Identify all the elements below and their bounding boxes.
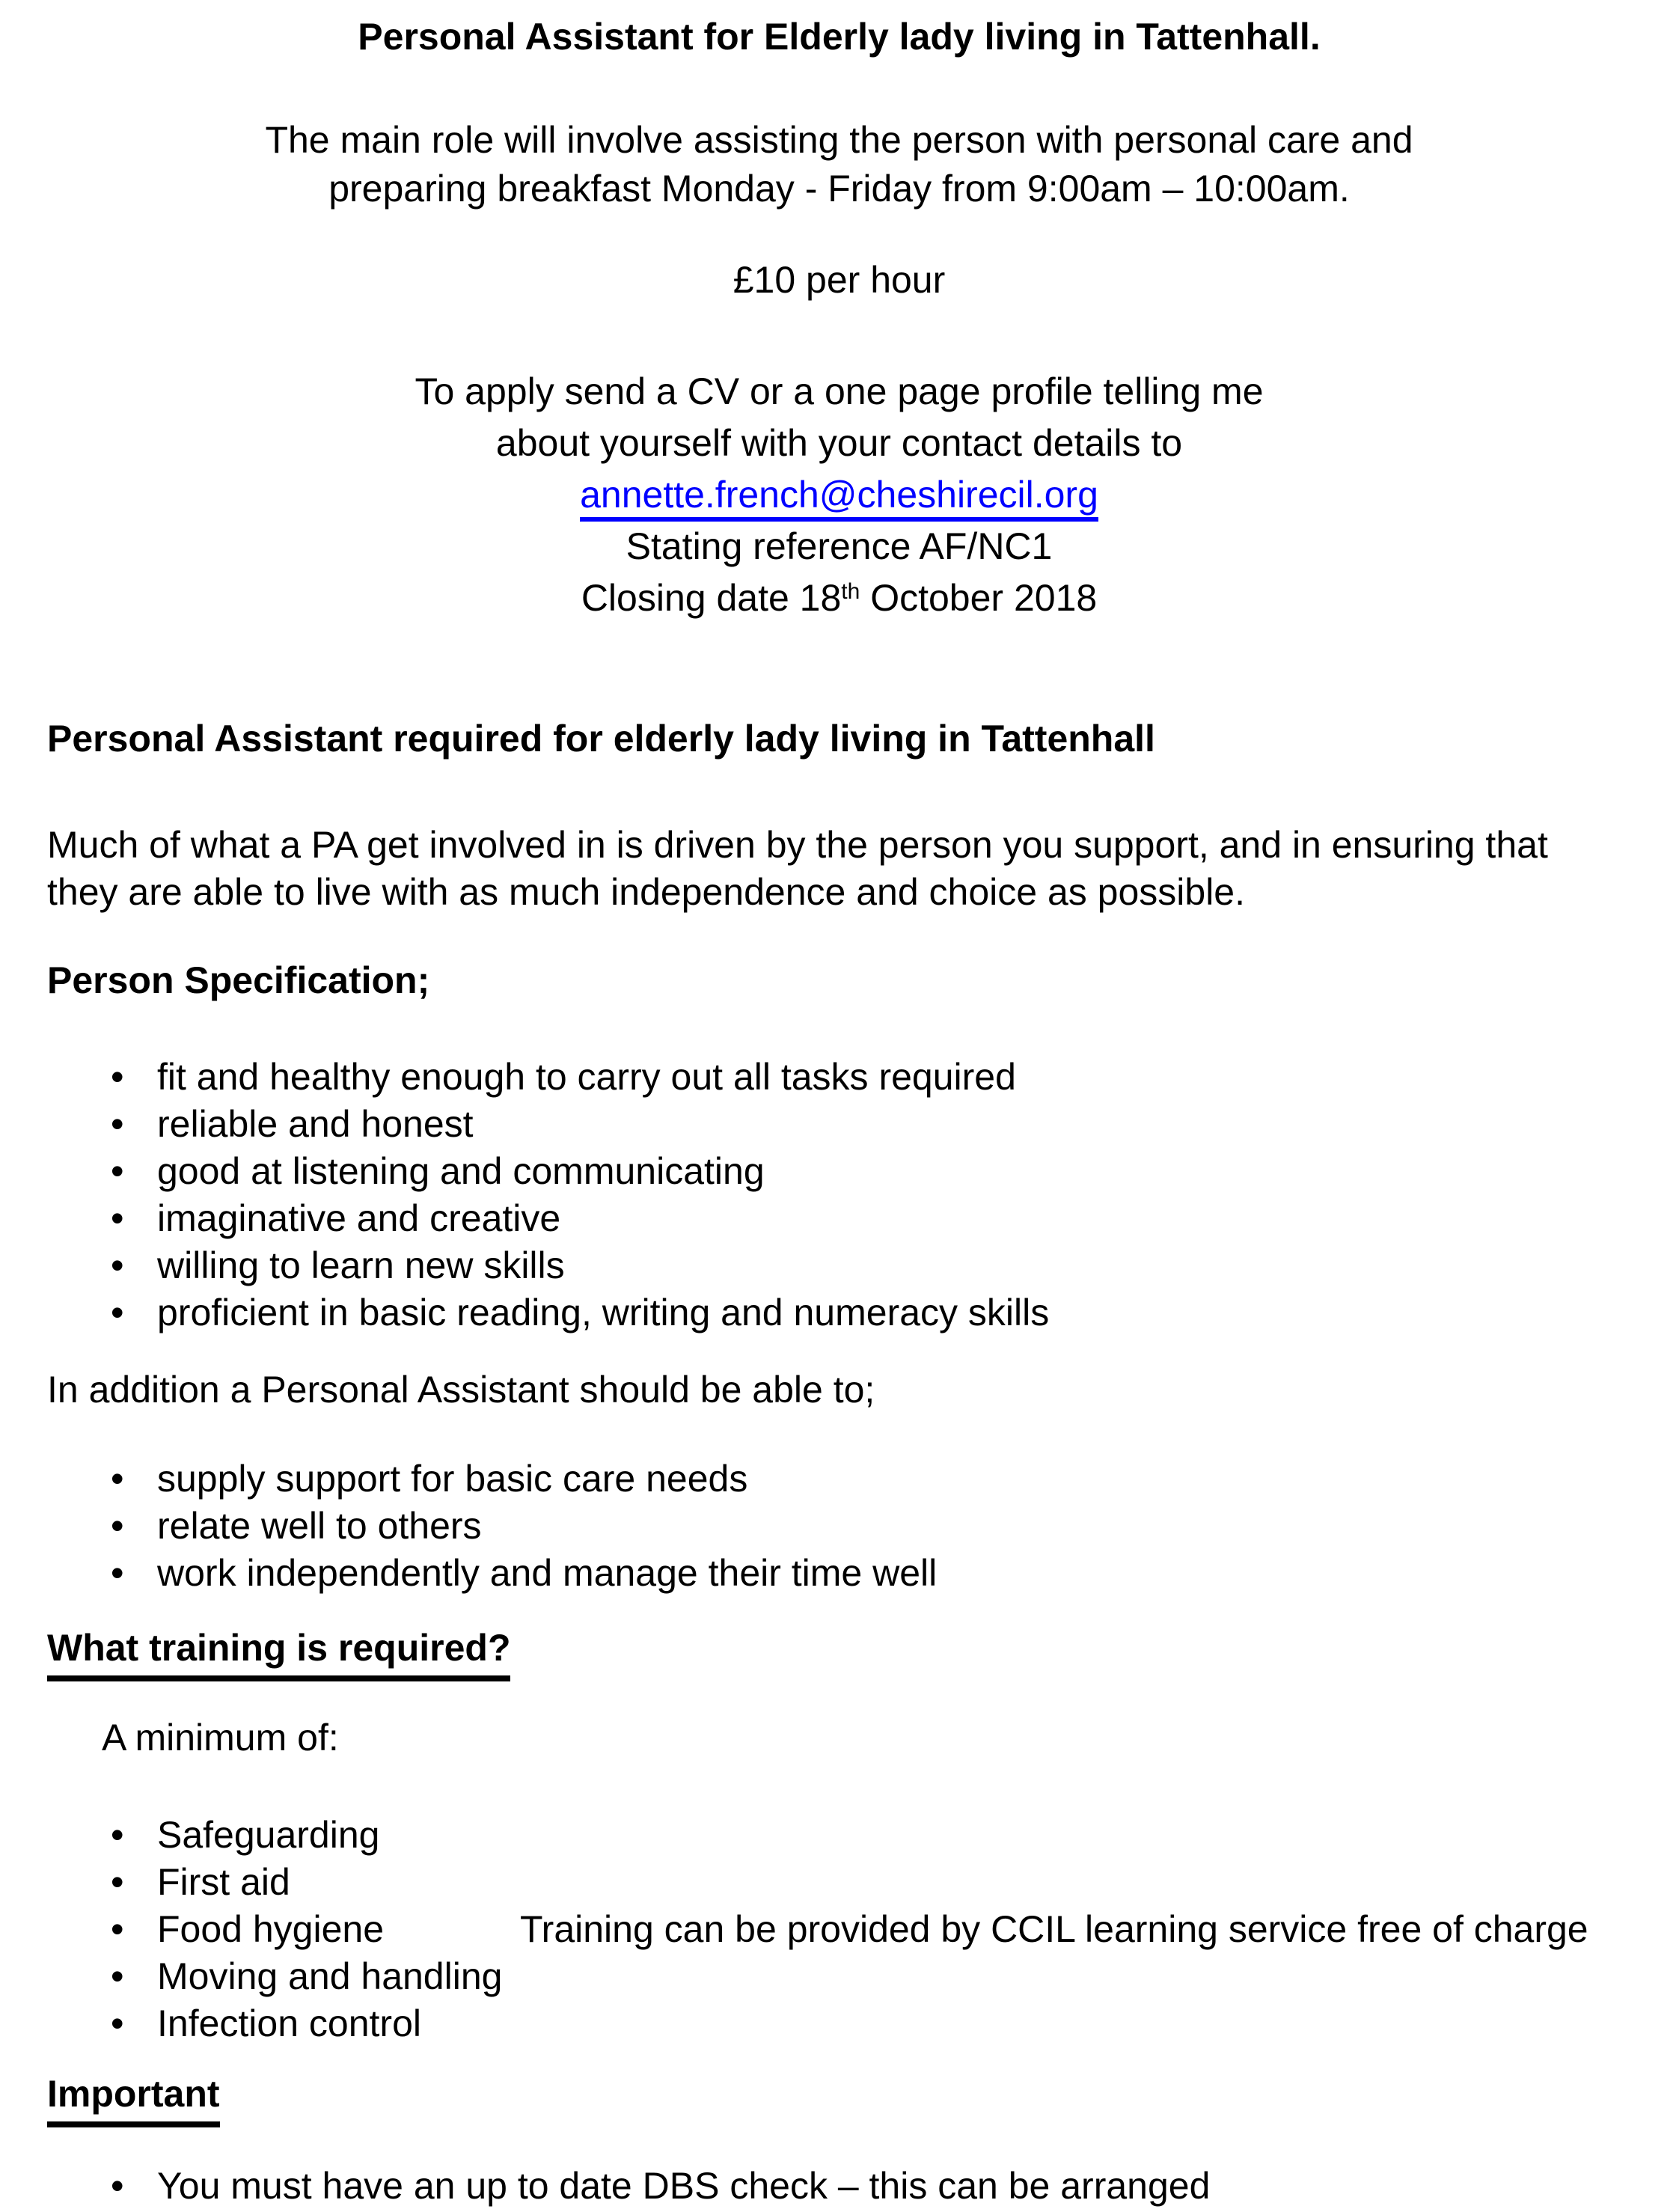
role-description <box>47 822 1631 916</box>
in-addition-intro <box>47 1366 1631 1414</box>
in-addition-item: • work independently and manage their time well <box>47 1550 1631 1597</box>
role-description-line-1: Much of what a PA get involved in is driven by the person you support, and in ensuring that <box>47 824 1548 866</box>
training-list-container <box>47 1812 1631 2047</box>
closing-date-ordinal: th <box>841 578 860 604</box>
closing-date-line <box>47 572 1631 629</box>
important-list-container <box>47 2163 1631 2210</box>
pay-rate <box>47 256 1631 305</box>
training-item-label: Food hygiene <box>157 1908 385 1950</box>
apply-line-1: To apply send a CV or a one page profile telling me <box>415 370 1264 412</box>
training-heading-text: What training is required? <box>47 1624 510 1681</box>
person-spec-item: • imaginative and creative <box>47 1195 1631 1242</box>
person-spec-item: • fit and healthy enough to carry out all tasks required <box>47 1054 1631 1101</box>
person-spec-list-container <box>47 1054 1631 1336</box>
advert-intro-line-2: preparing breakfast Monday - Friday from 9:00am – 10:00am. <box>328 168 1350 210</box>
person-spec-list <box>47 1054 1631 1336</box>
apply-email-line <box>47 469 1631 521</box>
person-spec-item: • good at listening and communicating <box>47 1148 1631 1195</box>
important-heading <box>47 2070 1631 2127</box>
training-list <box>47 1812 1631 2047</box>
minimum-label-text: A minimum of: <box>102 1717 339 1759</box>
role-description-line-2: they are able to live with as much independence and choice as possible. <box>47 871 1246 913</box>
in-addition-list-container <box>47 1455 1631 1597</box>
apply-line-2: about yourself with your contact details to <box>495 422 1183 464</box>
advert-intro-paragraph <box>47 116 1631 213</box>
person-spec-heading-text: Person Specification; <box>47 959 430 1001</box>
closing-date-prefix: Closing date 18 <box>581 577 842 619</box>
important-heading-text: Important <box>47 2070 220 2127</box>
reference-line: Stating reference AF/NC1 <box>626 525 1053 567</box>
advert-title-text: Personal Assistant for Elderly lady living in Tattenhall. <box>358 16 1321 58</box>
person-spec-item: • reliable and honest <box>47 1101 1631 1148</box>
minimum-label <box>102 1714 1631 1762</box>
person-spec-item: • proficient in basic reading, writing and numeracy skills <box>47 1289 1631 1336</box>
advert-title <box>47 13 1631 61</box>
training-heading <box>47 1624 1631 1681</box>
in-addition-intro-text: In addition a Personal Assistant should be able to; <box>47 1369 875 1411</box>
in-addition-item: • relate well to others <box>47 1503 1631 1550</box>
section-heading-text: Personal Assistant required for elderly lady living in Tattenhall <box>47 718 1155 760</box>
training-note: Training can be provided by CCIL learning service free of charge <box>520 1908 1588 1950</box>
in-addition-list <box>47 1455 1631 1597</box>
in-addition-item: • supply support for basic care needs <box>47 1455 1631 1503</box>
apply-instructions <box>47 366 1631 629</box>
important-list <box>47 2163 1631 2210</box>
training-item: • Moving and handling <box>47 1953 1631 2000</box>
pay-rate-text: £10 per hour <box>733 259 946 301</box>
closing-date-suffix: October 2018 <box>860 577 1098 619</box>
advert-intro-line-1: The main role will involve assisting the person with personal care and <box>265 119 1413 161</box>
person-spec-heading <box>47 956 1631 1005</box>
person-spec-item: • willing to learn new skills <box>47 1242 1631 1289</box>
important-item: • You must have an up to date DBS check – this can be arranged <box>47 2163 1631 2210</box>
training-item-with-note <box>47 1906 1631 1953</box>
training-item: • First aid <box>47 1859 1631 1906</box>
training-item: • Safeguarding <box>47 1812 1631 1859</box>
training-item: • Infection control <box>47 2000 1631 2047</box>
email-link[interactable]: annette.french@cheshirecil.org <box>580 474 1098 522</box>
section-heading <box>47 715 1631 763</box>
